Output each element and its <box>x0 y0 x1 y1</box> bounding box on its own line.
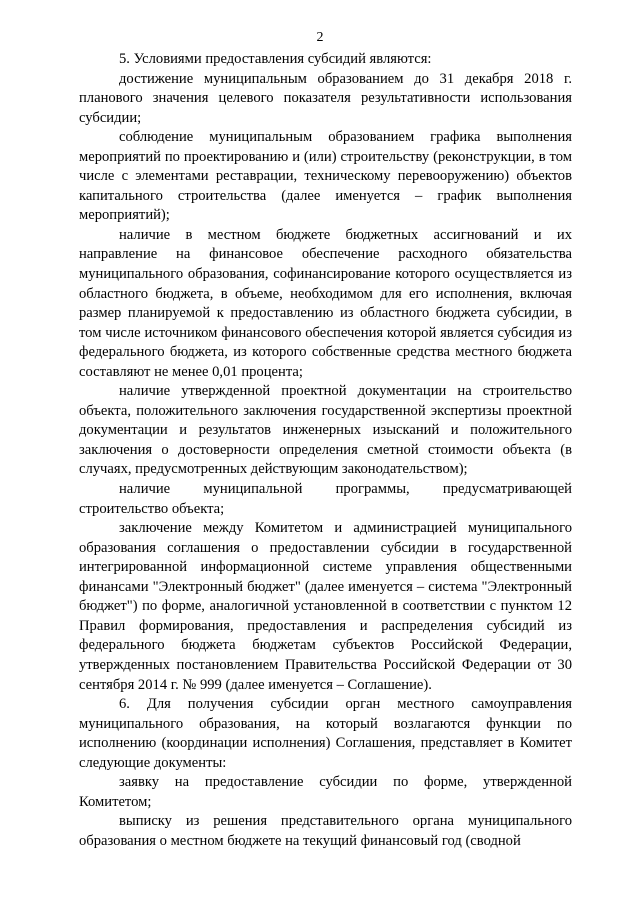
paragraph-item-5-header: 5. Условиями предоставления субсидий являются: <box>119 51 432 67</box>
paragraph-municipal-program: наличие муниципальной программы, предусматривающей строительство объекта; <box>79 481 572 517</box>
paragraph-budget-extract: выписку из решения представительного органа муниципального образования о местном бюджете на текущий финансовый год (сводной <box>79 813 572 849</box>
paragraph-agreement: заключение между Комитетом и администрацией муниципального образования соглашения о предоставлении субсидии в государственной интегрированной информационной системе управления общественными финансами "Электронный бюджет" (далее именуется – система "Электронный бюджет") по форме, аналогичной установленной в соответствии с пунктом 12 Правил формирования, предоставления и распределения субсидий из федерального бюджета бюджетам субъектов Российской Федерации, утвержденных постановлением Правительства Российской Федерации от 30 сентября 2014 г. № 999 (далее именуется – Соглашение). <box>79 520 572 693</box>
page-number: 2 <box>316 30 324 45</box>
paragraph-target-indicator: достижение муниципальным образованием до 31 декабря 2018 г. планового значения целевого показателя результативности использования субсидии; <box>79 70 572 126</box>
paragraph-budget-allocations: наличие в местном бюджете бюджетных ассигнований и их направление на финансовое обеспечение расходного обязательства муниципального образования, софинансирование которого осуществляется из областного бюджета, в объеме, необходимом для его исполнения, включая размер планируемой к предоставлению из областного бюджета субсидии, в том числе источником финансового обеспечения которой является субсидия из федерального бюджета, из которого собственные средства местного бюджета составляют не менее 0,01 процента; <box>79 226 572 380</box>
paragraph-schedule-compliance: соблюдение муниципальным образованием графика выполнения мероприятий по проектированию и (или) строительству (реконструкции, в том числе с элементами реставрации, техническому перевооружению) объектов капитального строительства (далее именуется – график выполнения мероприятий); <box>79 129 572 224</box>
paragraph-application-form: заявку на предоставление субсидии по форме, утвержденной Комитетом; <box>79 774 572 810</box>
paragraph-item-6-documents: 6. Для получения субсидии орган местного самоуправления муниципального образования, на который возлагаются функции по исполнению (координации исполнения) Соглашения, представляет в Комитет следующие документы: <box>79 696 572 771</box>
document-body <box>79 50 572 851</box>
paragraph-project-documentation: наличие утвержденной проектной документации на строительство объекта, положительного заключения государственной экспертизы проектной документации и результатов инженерных изысканий и положительного заключения о достоверности определения сметной стоимости объекта (в случаях, предусмотренных действующим законодательством); <box>79 383 572 478</box>
